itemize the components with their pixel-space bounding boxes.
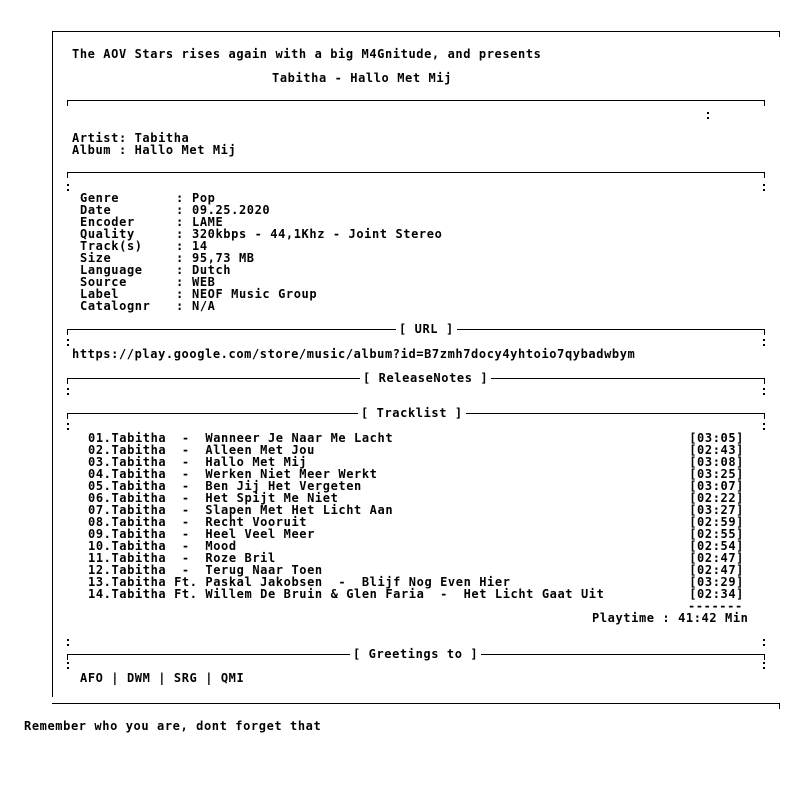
info-colon: : bbox=[176, 239, 184, 253]
tracklist-dot bbox=[763, 428, 765, 430]
track-duration: [02:59] bbox=[689, 515, 744, 529]
info-value: 320kbps - 44,1Khz - Joint Stereo bbox=[192, 227, 443, 241]
info-colon: : bbox=[176, 275, 184, 289]
track-duration: [03:07] bbox=[689, 479, 744, 493]
track-duration: [02:43] bbox=[689, 443, 744, 457]
url-dot bbox=[67, 344, 69, 346]
track-duration: [03:08] bbox=[689, 455, 744, 469]
release-title: Tabitha - Hallo Met Mij bbox=[272, 71, 452, 85]
info-key: Language bbox=[80, 263, 143, 277]
track-title: 10.Tabitha - Mood bbox=[88, 539, 237, 553]
info-colon: : bbox=[176, 227, 184, 241]
greetings-title: [ Greetings to ] bbox=[350, 648, 481, 660]
info-key: Quality bbox=[80, 227, 135, 241]
greetings-right-tick bbox=[764, 654, 765, 660]
frame-left-border bbox=[52, 31, 53, 697]
info-value: Pop bbox=[192, 191, 216, 205]
info-box-top-line bbox=[67, 172, 765, 173]
track-duration: [02:34] bbox=[689, 587, 744, 601]
track-title: 06.Tabitha - Het Spijt Me Niet bbox=[88, 491, 339, 505]
info-key: Track(s) bbox=[80, 239, 143, 253]
info-key: Date bbox=[80, 203, 112, 217]
tracklist-left-tick bbox=[67, 413, 68, 419]
url-right-tick bbox=[764, 329, 765, 335]
track-title: 11.Tabitha - Roze Bril bbox=[88, 551, 276, 565]
track-duration: [02:54] bbox=[689, 539, 744, 553]
url-dot bbox=[67, 339, 69, 341]
info-right-tick bbox=[764, 172, 765, 178]
url-section-title: [ URL ] bbox=[396, 323, 457, 335]
intro-text: The AOV Stars rises again with a big M4Gnitude, and presents bbox=[72, 47, 542, 61]
track-title: 07.Tabitha - Slapen Met Het Licht Aan bbox=[88, 503, 394, 517]
tracklist-dot bbox=[763, 423, 765, 425]
box1-left-tick bbox=[67, 100, 68, 106]
track-title: 08.Tabitha - Recht Vooruit bbox=[88, 515, 308, 529]
track-duration: [02:47] bbox=[689, 551, 744, 565]
releasenotes-dot bbox=[763, 388, 765, 390]
track-title: 05.Tabitha - Ben Jij Het Vergeten bbox=[88, 479, 362, 493]
track-title: 01.Tabitha - Wanneer Je Naar Me Lacht bbox=[88, 431, 394, 445]
info-key: Catalognr bbox=[80, 299, 151, 313]
track-duration: [03:29] bbox=[689, 575, 744, 589]
info-colon: : bbox=[176, 203, 184, 217]
info-value: N/A bbox=[192, 299, 216, 313]
greetings-dot bbox=[763, 662, 765, 664]
footer-text: Remember who you are, dont forget that bbox=[24, 719, 322, 733]
album-url-link[interactable]: https://play.google.com/store/music/album?id=B7zmh7docy4yhtoio7qybadwbym bbox=[72, 347, 636, 361]
releasenotes-dot bbox=[67, 388, 69, 390]
releasenotes-dot bbox=[67, 393, 69, 395]
info-dot bbox=[763, 189, 765, 191]
info-colon: : bbox=[176, 263, 184, 277]
track-title: 12.Tabitha - Terug Naar Toen bbox=[88, 563, 323, 577]
info-value: 14 bbox=[192, 239, 208, 253]
url-dot bbox=[763, 344, 765, 346]
track-title: 09.Tabitha - Heel Veel Meer bbox=[88, 527, 315, 541]
track-title: 02.Tabitha - Alleen Met Jou bbox=[88, 443, 315, 457]
info-key: Encoder bbox=[80, 215, 135, 229]
greetings-left-tick bbox=[67, 654, 68, 660]
info-dot bbox=[67, 189, 69, 191]
tracklist-dot bbox=[67, 423, 69, 425]
info-key: Source bbox=[80, 275, 127, 289]
frame-top-border bbox=[52, 31, 780, 32]
greetings-dot bbox=[763, 639, 765, 641]
box1-dot bbox=[707, 117, 709, 119]
releasenotes-right-tick bbox=[764, 378, 765, 384]
box1-right-tick bbox=[764, 100, 765, 106]
greetings-dot bbox=[763, 667, 765, 669]
track-row bbox=[88, 588, 744, 600]
info-colon: : bbox=[176, 215, 184, 229]
track-title: 14.Tabitha Ft. Willem De Bruin & Glen Faria - Het Licht Gaat Uit bbox=[88, 587, 605, 601]
url-left-tick bbox=[67, 329, 68, 335]
box1-dot bbox=[707, 112, 709, 114]
info-colon: : bbox=[176, 191, 184, 205]
track-duration: [03:25] bbox=[689, 467, 744, 481]
info-key: Label bbox=[80, 287, 120, 301]
playtime-total: Playtime : 41:42 Min bbox=[592, 611, 749, 625]
greetings-dot bbox=[67, 667, 69, 669]
info-key: Size bbox=[80, 251, 112, 265]
track-title: 03.Tabitha - Hallo Met Mij bbox=[88, 455, 308, 469]
releasenotes-title: [ ReleaseNotes ] bbox=[360, 372, 491, 384]
playtime-separator: ------- bbox=[688, 599, 743, 613]
info-dot bbox=[763, 184, 765, 186]
info-colon: : bbox=[176, 299, 184, 313]
info-key: Genre bbox=[80, 191, 120, 205]
track-duration: [02:55] bbox=[689, 527, 744, 541]
track-duration: [02:22] bbox=[689, 491, 744, 505]
info-colon: : bbox=[176, 251, 184, 265]
greetings-groups: AFO | DWM | SRG | QMI bbox=[80, 671, 245, 685]
tracklist-dot bbox=[67, 428, 69, 430]
url-dot bbox=[763, 339, 765, 341]
info-value: NEOF Music Group bbox=[192, 287, 318, 301]
track-title: 13.Tabitha Ft. Paskal Jakobsen - Blijf Nog Even Hier bbox=[88, 575, 511, 589]
info-value: 09.25.2020 bbox=[192, 203, 271, 217]
info-value: 95,73 MB bbox=[192, 251, 255, 265]
info-dot bbox=[67, 184, 69, 186]
track-duration: [03:05] bbox=[689, 431, 744, 445]
greetings-dot bbox=[67, 644, 69, 646]
greetings-dot bbox=[67, 662, 69, 664]
info-colon: : bbox=[176, 287, 184, 301]
frame-bottom-border bbox=[52, 703, 780, 704]
info-value: WEB bbox=[192, 275, 216, 289]
track-duration: [03:27] bbox=[689, 503, 744, 517]
tracklist-right-tick bbox=[764, 413, 765, 419]
frame-top-right-tick bbox=[779, 31, 780, 37]
info-left-tick bbox=[67, 172, 68, 178]
artist-line: Artist: Tabitha bbox=[72, 131, 190, 145]
greetings-dot bbox=[763, 644, 765, 646]
album-line: Album : Hallo Met Mij bbox=[72, 143, 237, 157]
track-duration: [02:47] bbox=[689, 563, 744, 577]
track-title: 04.Tabitha - Werken Niet Meer Werkt bbox=[88, 467, 378, 481]
info-value: Dutch bbox=[192, 263, 232, 277]
frame-bottom-right-tick bbox=[779, 703, 780, 709]
releasenotes-left-tick bbox=[67, 378, 68, 384]
greetings-dot bbox=[67, 639, 69, 641]
releasenotes-dot bbox=[763, 393, 765, 395]
tracklist-title: [ Tracklist ] bbox=[358, 407, 466, 419]
box1-top-line bbox=[67, 100, 765, 101]
info-value: LAME bbox=[192, 215, 224, 229]
